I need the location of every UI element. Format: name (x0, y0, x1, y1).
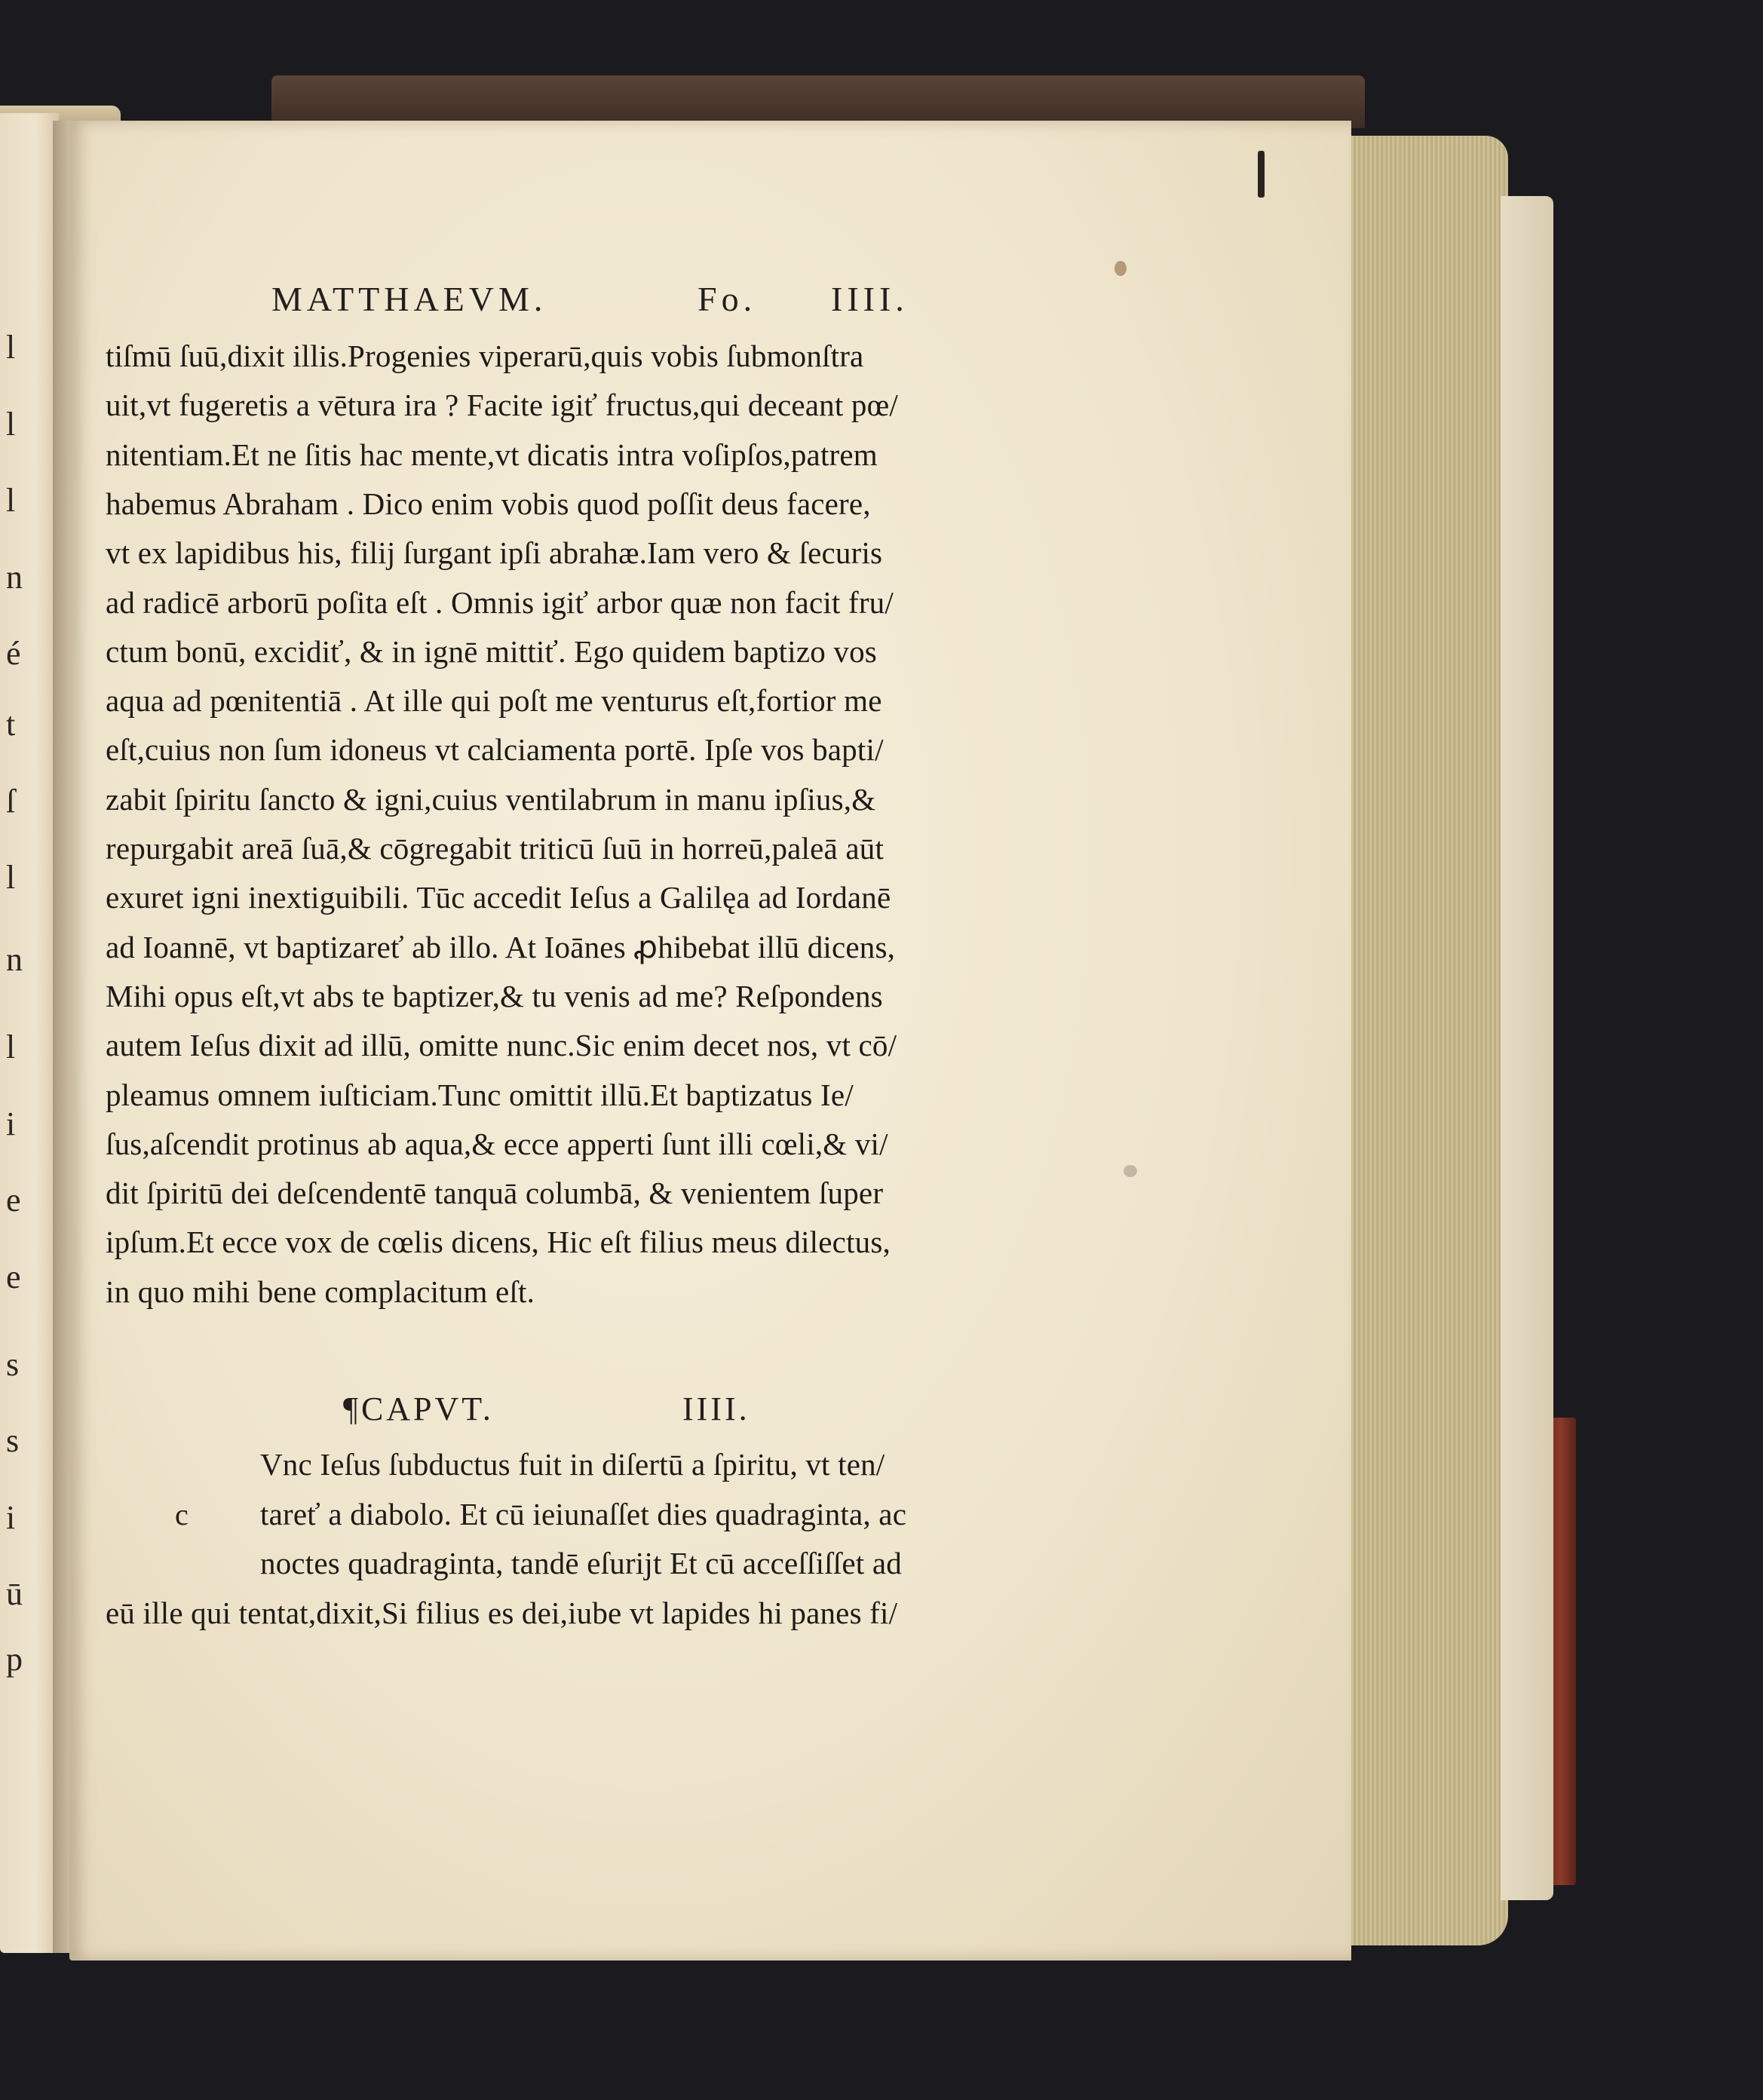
left-margin-fragment: n (6, 941, 23, 978)
text-line: exuret igni inextiguibili. Tūc accedit Ieſus a Galilęa ad Iordanē (106, 880, 891, 915)
text-line: pleamus omnem iuſticiam.Tunc omittit illū.Et baptizatus Ie/ (106, 1077, 854, 1112)
margin-letter: c (175, 1498, 189, 1531)
left-margin-fragment: ū (6, 1575, 23, 1612)
left-margin-fragment: ſ (6, 782, 16, 820)
text-line: tiſmū ſuū,dixit illis.Progenies viperarū,quis vobis ſubmonſtra (106, 339, 864, 373)
chapter-text-line: tareť a diabolo. Et cū ieiunaſſet dies quadraginta, ac (260, 1496, 907, 1531)
left-margin-fragment: i (6, 1105, 16, 1142)
left-margin-fragment: e (6, 1182, 21, 1219)
left-margin-fragment: é (6, 635, 21, 672)
left-margin-fragment: l (6, 482, 16, 519)
text-line: vt ex lapidibus his, filij ſurgant ipſi abrahæ.Iam vero & ſecuris (106, 535, 883, 571)
chapter-text-line: Vnc Ieſus ſubductus fuit in diſertū a ſpiritu, vt ten/ (260, 1447, 885, 1482)
chapter-number: IIII. (682, 1390, 750, 1427)
left-margin-fragment: l (6, 1029, 16, 1065)
text-line: habemus Abraham . Dico enim vobis quod poſſit deus facere, (106, 486, 871, 521)
left-margin-fragment: l (6, 405, 16, 443)
left-margin-fragment: l (6, 329, 16, 366)
text-line: ctum bonū, excidiť, & in ignē mittiť. Ego quidem baptizo vos (106, 633, 877, 669)
left-margin-fragment: p (6, 1641, 23, 1678)
chapter-text-line: eū ille qui tentat,dixit,Si filius es dei,iube vt lapides hi panes fi/ (106, 1595, 898, 1630)
folio-number: IIII. (831, 280, 909, 318)
left-page-fragment (0, 113, 59, 1953)
text-line: nitentiam.Et ne ſitis hac mente,vt dicatis intra voſipſos,patrem (106, 437, 878, 472)
running-title: MATTHAEVM. (271, 280, 547, 318)
text-line: in quo mihi bene complacitum eſt. (106, 1274, 535, 1309)
foxing-spot (1115, 261, 1127, 276)
left-margin-fragment: i (6, 1498, 16, 1536)
text-line: uit,vt fugeretis a vētura ira ? Facite igiť fructus,qui deceant pœ/ (106, 388, 898, 423)
left-margin-fragment: t (6, 706, 16, 743)
chapter-text-line: noctes quadraginta, tandē eſurijt Et cū acceſſiſſet ad (260, 1546, 902, 1580)
text-line: ad radicē arborū poſita eſt . Omnis igiť arbor quæ non facit fru/ (106, 584, 894, 620)
ink-mark (1258, 151, 1265, 198)
text-line: repurgabit areā ſuā,& cōgregabit triticū ſuū in horreū,paleā aūt (106, 831, 885, 866)
left-margin-fragment: l (6, 859, 16, 897)
folio-label: Fo. (698, 280, 757, 318)
chapter-label: ¶CAPVT. (343, 1390, 494, 1427)
left-margin-fragment: n (6, 558, 23, 596)
text-line: ad Ioannē, vt baptizareť ab illo. At Ioānes ꝓhibebat illū dicens, (106, 929, 896, 964)
text-line: zabit ſpiritu ſancto & igni,cuius ventilabrum in manu ipſius,& (106, 781, 876, 817)
text-line: Mihi opus eſt,vt abs te baptizer,& tu venis ad me? Reſpondens (106, 978, 883, 1013)
text-line: eſt,cuius non ſum idoneus vt calciamenta portē. Ipſe vos bapti/ (106, 732, 884, 768)
left-margin-fragment: s (6, 1345, 20, 1383)
text-line: autem Ieſus dixit ad illū, omitte nunc.Sic enim decet nos, vt cō/ (106, 1028, 897, 1063)
text-line: ipſum.Et ecce vox de cœlis dicens, Hic eſt filius meus dilectus, (106, 1225, 891, 1260)
left-margin-fragment: e (6, 1258, 21, 1295)
left-margin-fragment: s (6, 1422, 20, 1459)
text-line: aqua ad pœnitentiā . At ille qui poſt me venturus eſt,fortior me (106, 683, 882, 719)
foxing-spot (1124, 1165, 1137, 1177)
text-line: dit ſpiritū dei deſcendentē tanquā columbā, & venientem ſuper (106, 1176, 884, 1211)
left-page-text (0, 113, 59, 1953)
page-stack-edge (1335, 136, 1508, 1945)
text-line: ſus,aſcendit protinus ab aqua,& ecce apperti ſunt illi cœli,& vi/ (106, 1126, 888, 1161)
loose-sheet-edge (1501, 196, 1553, 1900)
